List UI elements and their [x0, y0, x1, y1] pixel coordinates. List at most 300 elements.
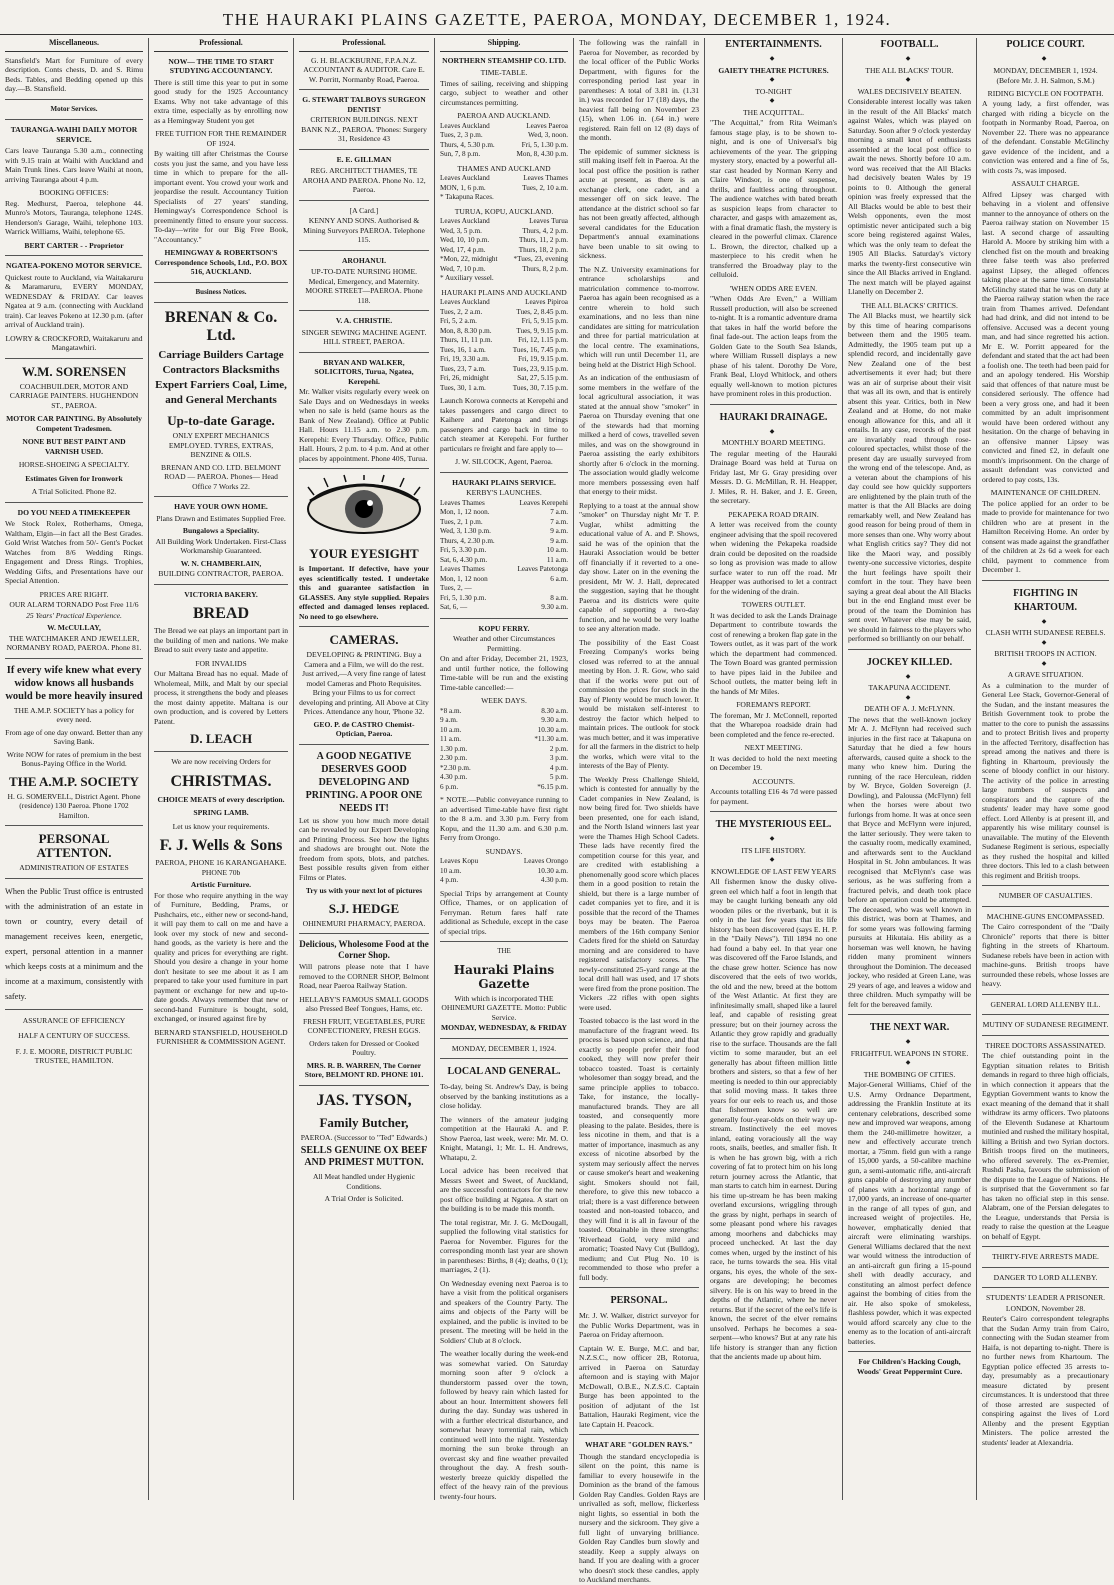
- section-heading: Shipping.: [440, 38, 568, 52]
- article-subheading: (Before Mr. J. H. Salmon, S.M.): [996, 76, 1095, 85]
- article-heading: JOCKEY KILLED.: [866, 656, 953, 668]
- article-subheading: THE ALL BLACKS' CRITICS.: [861, 300, 958, 310]
- timetable-cell: *Mon, 22, midnight: [440, 255, 498, 263]
- column-miscellaneous: [0, 38, 148, 1500]
- ad-body: PRICES ARE RIGHT.: [39, 589, 109, 599]
- ad-body: Let us show you how much more detail can be revealed by our Expert Developing and Printing Process. See how the lights and shadows are brought out. Note the freedom from spots, blots, and patches. Best possible results given from either Films or Plates.: [299, 815, 429, 882]
- article-paragraph: Toasted tobacco is the last word in the manufacture of the fragrant weed. Its process is based upon science, and that exactly so people prefer their food cooked, they will now prefer their tobacco toasted. Toast is certainly wholesomer than soggy bread, and the same principle applies to tobacco. Take, for instance, the locally-manufactured brands. They are all toasted, and consequently more pleasing to the palate. Besides, there is less nicotine in them, and that is a matter of importance, inasmuch as any excess of nicotine absorbed by the system may seriously affect the nerves or cause smoker's heart and weakening sight. Smokers should not fail, therefore, to give this new tobacco a trial; there is a vast difference between toasted and non-toasted tobacco, and they will find it is all in favour of the toasted. Obtainable in three strengths: 'Riverhead Gold, very mild and aromatic; Toasted Navy Cut (Bulldog), medium; and Cut Plug No. 10 is recommended to those who prefer a full body.: [579, 1016, 699, 1282]
- article-heading: PERSONAL.: [610, 1295, 668, 1306]
- article-paragraph: Mr. J. W. Walker, district surveyor for the Public Works Department, was in Paeroa on Friday afternoon.: [579, 1311, 699, 1339]
- timetable-row: [440, 346, 568, 356]
- article-subheading: STUDENTS' LEADER A PRISONER.: [985, 1293, 1106, 1302]
- article-heading: THE MYSTERIOUS EEL.: [715, 819, 832, 830]
- ad-heading: Delicious, Wholesome Food at the Corner Shop.: [299, 939, 429, 960]
- ad-body: All Meat handled under Hygienic Conditions.: [312, 1172, 416, 1191]
- ad-body: NONE BUT BEST PAINT AND VARNISH USED.: [22, 437, 126, 456]
- eye-illustration: [304, 475, 424, 541]
- timetable-cell: Wed, 10, 10 p.m.: [440, 236, 490, 244]
- timetable-cell: 4 p.m.: [440, 876, 459, 884]
- timetable-cell: Leaves Patetonga: [517, 565, 568, 573]
- timetable-cell: Fri, 5, 2 a.m.: [440, 317, 477, 325]
- masthead-title: THE HAURAKI PLAINS GAZETTE, PAEROA, MONDAY, DECEMBER 1, 1924.: [222, 10, 892, 29]
- column-police-court: POLICE COURT. ◆ MONDAY, DECEMBER 1, 1924. (Before Mr. J. H. Salmon, S.M.) RIDING BICYCLE ON FOOTPATH. A young lady, a first offender, was charged with riding a bicycle on the footpath in Normanby Road, Paeroa, on November 22. There was no appearance of the defendant. Constable McGlinchy gave evidence of the incident, and a conviction was entered and a fine of 5s, with costs 7s, was imposed. ASSAULT CHARGE. Alfred Lipsey was charged with behaving in a violent and offensive manner to the annoyance of others on the Paeroa railway station on November 15 last. A second charge of assaulting Harold A. Moore by striking him with a clenched fist on the mouth and breaking three false teeth was also preferred against Lipsey, the alleged offences taking place at the same time. Constable McGlinchy stated that he was on duty at the Paeroa railway station when the race train from Thames arrived. Defendant had had drink, and did not intend to be offensive. Accused was a decent young man, and had since regretted his action. Mr E. W. Porritt appeared for the defendant and stated that the act had been a foolish one. The teeth had been paid for and an apology tendered. His Worship said that offences of that nature must be considered seriously. The offence had been a very gross one, and had it been committed by an adult imprisonment would have been ordered without any hesitation. On the charge of behaving in an offensive manner Lipsey was convicted and fined £2, in default one month's imprisonment. On the charge of assault defendant was convicted and ordered to pay costs, 13s. MAINTENANCE OF CHILDREN. The police applied for an order to be made to provide for maintenance for two children who are at present in the Hamilton Receiving Home. An order by consent was made against the grandfather of the children at 2s 6d a week for each child, payment to commence from December 1. FIGHTING IN KHARTOUM. ◆ CLASH WITH SUDANESE REBELS. ◆ BRITISH TROOPS IN ACTION. ◆ A GRAVE SITUATION. As a culmination to the murder of General Lee Stack, Governor-General of the Sudan, and the instant measures the British Government took to probe the matter to the core to punish the assassins and to protect British lives and property in the affected Territory, disaffection has spread among the natives and there is fighting in Khartoum, previously the scene of bloody conflict in our history. The activity of the police in arresting large numbers of suspects and conspirators and the capture of the students' leader may have some good effect. Lord Allenby is at present ill, and apparently his wise military counsel is unavailable. The mutiny of the Eleventh Sudanese Regiment is serious, especially as they rushed the hospital and killed three doctors. This led to a clash between this regiment and British troops. NUMBER OF CASUALTIES. MACHINE-GUNS ENCOMPASSED. The Cairo correspondent of the "Daily Chronicle" reports that there is bitter fighting in the streets of Khartoum. Sudanese rebels have been in action with machine-guns. British troops have surrounded these rebels, whose losses are heavy. GENERAL LORD ALLENBY ILL. MUTINY OF SUDANESE REGIMENT. THREE DOCTORS ASSASSINATED. The chief outstanding point in the Egyptian situation relates to British demands in regard to three high officials, in which connection it appears that the Egyptian Government wants to know the exact meaning of the demand that it shall withdraw its army officers. Two platoons of the Eleventh Sudanese at Khartoum mutinied and rushed the military hospital, killing a British and two Syrian doctors. British troops fired on the mutineers, who offered severely. The ex-Premier, Rushdi Pasha, favours the submission of the dispute to the League of Nations. He is surprised that the Government so far has taken no official step in this sense. Alabram, one of the Persian delegates to the League, understands that Persia is ready to raise the question at the League on behalf of Egypt. THIRTY-FIVE ARRESTS MADE. DANGER TO LORD ALLENBY. STUDENTS' LEADER A PRISONER. LONDON, November 28. Reuter's Cairo correspondent telegraphs that the Sudan Army train from Cairo, connecting with the Sudan steamer from Haifa, is not departing to-night. There is no further news from Khartoum. The Egyptian police effected 35 arrests to-day, presumably as a precautionary measure dictated by present circumstances. It is understood that three of those arrested are suspected of conspiring against the lives of Lord Allenby and the present Egyptian Ministers. The police arrested the students' leader at Alexandria.: [976, 38, 1114, 1500]
- article-subheading: TO-NIGHT: [755, 86, 792, 96]
- timetable-cell: MON, 1, 6 p.m.: [440, 183, 486, 192]
- article-paragraph: Accounts totalling £16 4s 7d were passed for payment.: [710, 787, 837, 806]
- ad-body: On and after Friday, December 21, 1923, and until further notice, the following Time-table will be run and the existing Time-table cancelled:—: [440, 654, 568, 692]
- ad-body: BUILDING CONTRACTOR, PAEROA.: [158, 569, 284, 578]
- ad-body: Carriage Builders Cartage Contractors Blacksmiths Expert Farriers Coal, Lime, and General Merchants: [155, 349, 287, 406]
- timetable-row: [440, 726, 568, 736]
- article-paragraph: As a culmination to the murder of General Lee Stack, Governor-General of the Sudan, and the instant measures the British Government took to probe the matter to the core to punish the assassins and to protect British lives and property in the affected Territory, disaffection has spread among the natives and there is fighting in Khartoum, previously the scene of bloody conflict in our history. The activity of the police in arresting large numbers of suspects and conspirators and the capture of the students' leader may have some good effect. Lord Allenby is at present ill, and apparently his wise military counsel is unavailable. The mutiny of the Eleventh Sudanese Regiment is serious, especially as they rushed the hospital and killed three doctors. This led to a clash between this regiment and British troops.: [982, 680, 1109, 880]
- timetable-cell: Thurs, 4, 2 p.m.: [522, 226, 568, 235]
- ad-body: [A Card.]: [349, 205, 379, 215]
- timetable-row: [440, 754, 568, 764]
- article-subheading: THE BOMBING OF CITIES.: [863, 1069, 956, 1079]
- timetable-heading: WEEK DAYS.: [481, 696, 527, 705]
- timetable-cell: 3 p.m.: [549, 754, 568, 762]
- timetable-row: [440, 150, 568, 160]
- article-subheading: FRIGHTFUL WEAPONS IN STORE.: [850, 1048, 969, 1058]
- ad-subheading: HALF A CENTURY OF SUCCESS.: [18, 1031, 130, 1040]
- timetable-row: [440, 707, 568, 717]
- ad-heading: NORTHERN STEAMSHIP CO. LTD.: [442, 55, 566, 65]
- timetable-cell: 11 a.m.: [440, 735, 462, 743]
- timetable-cell: Sat, 27, 5.15 p.m.: [517, 374, 568, 382]
- timetable: [440, 857, 568, 886]
- ad-heading: NOW— THE TIME TO START STUDYING ACCOUNTANCY.: [168, 56, 274, 75]
- ad-heading: HAVE YOUR OWN HOME.: [174, 502, 268, 511]
- article-paragraph: The chief outstanding point in the Egyptian situation relates to British demands in regard to three high officials, in which connection it appears that the Egyptian Government wants to know the exact meaning of the demand that it shall withdraw its army officers. Two platoons of the Eleventh Sudanese at Khartoum mutinied and rushed the military hospital, killing a British and two Syrian doctors. British troops fired on the mutineers, who offered severely. The ex-Premier, Rushdi Pasha, favours the submission of the dispute to the League of Nations. He is surprised that the Government so far has taken no official step in this sense. Alabram, one of the Persian delegates to the League, understands that Persia is ready to raise the question at the League on behalf of Egypt.: [982, 1051, 1109, 1241]
- article-paragraph: It was decided to hold the next meeting on December 19.: [710, 753, 837, 772]
- timetable-cell: Fri, 19, 3.30 a.m.: [440, 355, 490, 363]
- ad-subheading: Bungalows a Speciality.: [182, 526, 260, 535]
- timetable-row: [440, 384, 568, 394]
- timetable-cell: 2 p.m.: [549, 744, 568, 753]
- ad-body: CHOICE MEATS of every description.: [157, 794, 285, 804]
- ad-heading: BREAD: [192, 605, 249, 622]
- timetable-cell: Leaves Auckland: [440, 298, 490, 306]
- ad-body: Orders taken for Dressed or Cooked Poultry.: [309, 1038, 419, 1057]
- publication-days: MONDAY, WEDNESDAY, & FRIDAY: [440, 1023, 568, 1032]
- section-heading: Professional.: [154, 38, 288, 52]
- timetable-row: [440, 867, 568, 877]
- article-paragraph: To-day, being St. Andrew's Day, is being observed by the banking institutions as a close holiday.: [440, 1082, 568, 1110]
- article-subheading: ACCOUNTS.: [752, 776, 795, 786]
- timetable-cell: Tues, 30, 1 a.m.: [440, 383, 486, 392]
- ad-heading: AROHANUI.: [341, 255, 387, 265]
- timetable-cell: Tues, 2, 2 a.m.: [440, 307, 483, 316]
- ad-heading: S.J. HEDGE: [328, 900, 400, 916]
- ad-heading: F. J. Wells & Sons: [159, 837, 283, 854]
- article-subheading: A GRAVE SITUATION.: [1007, 670, 1084, 679]
- ad-body: By waiting till after Christmas the Course costs you just the same, and you have less time in which to prepare for the all-important event. You crowd your work and jeopardise the result. Accountancy Tuition Specialists of 27 years' standing, Hemingway's Correspondence School is preeminently fitted to ensure your success. To-day—write for our Big Free Book, "Accountancy.": [154, 149, 288, 244]
- timetable-cell: 8 a.m.: [550, 593, 568, 602]
- article-paragraph: The following was the rainfall in Paeroa for November, as recorded by the local officer of the Public Works Department, with figures for the corresponding period last year in parentheses: A total of 3.81 in. (1.31 in.) was recorded for 17 (18) days, the heaviest fall being on November 23 (15), when 1.06 in. (.64 in.) were registered. Rain fell on 12 (8) days of the month.: [579, 38, 699, 142]
- dateline: LONDON, November 28.: [1005, 1303, 1086, 1313]
- ad-body: MRS. R. B. WARREN, The Corner Store, BELMONT RD. PHONE 101.: [304, 1060, 424, 1079]
- ad-body: HELLABY'S FAMOUS SMALL GOODS also Pressed Beef Tongues, Hams, etc.: [299, 994, 429, 1013]
- timetable-cell: Sat, 6, 4.30 p.m.: [440, 555, 488, 564]
- ad-signature: J. W. SILCOCK, Agent, Paeroa.: [455, 457, 553, 466]
- timetable-cell: Thurs, 8, 2 p.m.: [522, 264, 568, 273]
- ad-heading: Up-to-date Garage.: [167, 413, 275, 428]
- timetable-row: [440, 336, 568, 346]
- timetable-cell: Leaves Auckland: [440, 121, 490, 130]
- article-subheading: DEATH OF A. J. McFLYNN.: [864, 704, 955, 713]
- ad-body: We are now receiving Orders for: [171, 757, 271, 766]
- timetable-row: [440, 773, 568, 783]
- ad-body: KENNY AND SONS. Authorised & Mining Surveyors PAEROA. Telephone 115.: [303, 216, 425, 244]
- article-paragraph: On Wednesday evening next Paeroa is to have a visit from the political organisers and speakers of the Country Party. The aims and objects of the Party will be explained, and the public is invited to be present. The meeting will be held in the Soldiers' Club at 8 o'clock.: [440, 1278, 568, 1345]
- timetable-cell: Tues, 23, 7 a.m.: [440, 364, 486, 373]
- ad-subheading: Weather and other Circumstances Permitting.: [452, 634, 556, 653]
- ad-body: PAEROA, PHONE 16 KARANGAHAKE. PHONE 70b: [155, 858, 287, 877]
- article-subheading: MONTHLY BOARD MEETING.: [721, 438, 826, 447]
- article-paragraph: A letter was received from the county engineer advising that the spoil recovered when widening the Pekapeka roadside drain could be deposited on the roadside so long as provision was made to allow surface water to run off the road. Mr Heapper was authorised to let a contract for the widening of the drain.: [710, 520, 837, 596]
- timetable-cell: Fri, 26, midnight: [440, 374, 489, 382]
- article-subheading: THIRTY-FIVE ARRESTS MADE.: [992, 1252, 1099, 1261]
- article-paragraph: A young lady, a first offender, was charged with riding a bicycle on the footpath in Normanby Road, Paeroa, on November 22. There was no appearance of the defendant. Constable McGlinchy gave evidence of the incident, and a conviction was entered and a fine of 5s, with costs 7s, was imposed.: [982, 99, 1109, 175]
- timetable-row: [440, 355, 568, 365]
- ad-body: ONLY EXPERT MECHANICS EMPLOYED. TYRES, EXTRAS, BENZINE & OILS.: [168, 431, 274, 459]
- ad-body: FRESH FRUIT, VEGETABLES, PURE CONFECTIONERY, FRESH EGGS.: [302, 1016, 426, 1035]
- ad-body: Mr. Walker visits regularly every week on Sale Days and on Wednesdays in weeks when no sale is held (same hours as the Bank of New Zealand). Office at Public Hall. Hours 11.15 a.m. to 2.30 p.m. Kerepehi: Every Thursday. Office, Public Hall. Hours, 2 p.m. to 4 p.m. And at other places by appointment. Phone 40S, Turua.: [299, 387, 429, 463]
- timetable: [440, 217, 568, 284]
- article-subheading: THE ACQUITTAL.: [743, 107, 804, 117]
- timetable-cell: 11 a.m.: [546, 555, 568, 564]
- article-paragraph: Replying to a toast at the annual show "smoker" on Thursday night Mr T. P. Vuglar, whilst admitting the educational value of A. and P. Shows, said he was of the opinion that the Hauraki Association would be better off financially if it reverted to a one-day show. Later on in the evening the president, Mr W. J. Hall, deprecated the suggestion, saying that he thought Paeroa and its districts were quite capable of supporting a two-day function, and he would be very loathe to see any alteration made.: [579, 500, 699, 633]
- ad-body: F. J. E. MOORE, DISTRICT PUBLIC TRUSTEE, HAMILTON.: [15, 1046, 133, 1065]
- timetable-cell: [509, 193, 568, 203]
- timetable-cell: Fri, 5, 1.30 p.m.: [521, 140, 568, 149]
- timetable-cell: *8 a.m.: [440, 706, 462, 715]
- section-heading: Professional.: [299, 38, 429, 52]
- timetable: [440, 499, 568, 613]
- timetable-cell: Leaves Orongo: [523, 857, 568, 865]
- ad-body: Our Maltana Bread has no equal. Made of Wholemeal, Milk, and Malt by our special process, it strengthens the body and pleases the most dainty appetite. Maltana is our own production, and is covered by Letters Patent.: [154, 669, 288, 726]
- timetable-cell: Tues, 16, 1 a.m.: [440, 345, 486, 354]
- timetable-cell: Tues, 2, 8.45 p.m.: [516, 307, 568, 316]
- timetable-cell: *6.15 p.m.: [537, 782, 568, 791]
- timetable-heading: HAURAKI PLAINS AND AUCKLAND: [441, 287, 567, 297]
- timetable-cell: Mon, 8, 4.30 p.m.: [516, 150, 568, 158]
- ad-heading: D. LEACH: [189, 731, 253, 746]
- timetable-cell: Leaves Pipiroa: [525, 298, 568, 306]
- timetable-cell: *2.30 p.m.: [440, 763, 471, 772]
- article-paragraph: As an indication of the enthusiasm of some members in the welfare of the local agricultural association, it was stated at the annual show "smoker" in Paeroa on Thursday evening that one of the stewards had that morning milked a herd of cows, travelled seven miles, and was on the showground in Paeroa assisting the early exhibitors shortly after 6 o'clock in the morning. The association would gladly welcome more members possessing even half that energy to their midst.: [579, 373, 699, 496]
- ad-body: UP-TO-DATE NURSING HOME. Medical, Emergency, and Maternity. MOORE STREET—PAEROA. Phone 118.: [305, 267, 423, 305]
- ad-body: is Important. If defective, have your eyes scientifically tested. I undertake this and guarantee satisfaction in GLASSES. Any style supplied. Repairs effected and damaged lenses replaced. No need to go elsewhere.: [299, 564, 429, 621]
- timetable-cell: 10.30 a.m.: [537, 725, 568, 734]
- timetable-cell: Thurs, 4, 5.30 p.m.: [440, 140, 495, 149]
- article-subheading: FOREMAN'S REPORT.: [736, 700, 811, 709]
- ad-heading: V. A. CHRISTIE.: [335, 316, 393, 325]
- timetable-cell: Leaves Kopu: [440, 857, 479, 865]
- timetable-cell: 10 a.m.: [440, 725, 462, 734]
- ad-heading: HEMINGWAY & ROBERTSON'S Correspondence Schools, Ltd., P.O. BOX 516, AUCKLAND.: [154, 248, 288, 276]
- article-subheading: CLASH WITH SUDANESE REBELS.: [985, 628, 1106, 637]
- ad-body: There is still time this year to put in some good study for the 1925 Accountancy Exams. Why not take advantage of this extra time, especially as by enrolling now as a Hemingway Student you get: [154, 77, 288, 125]
- article-paragraph: All fishermen know the dusky olive-green eel which half a foot in length that may be caught lurking beneath any old wooden piles or the riverbank, but it is only in the last few years that its life history has been discovered (says E. H. P. in the "Daily News"). Till 1894 no one had found a baby eel. In that year one was discovered off the Faroe Islands, and the chase grew hotter. Science has now discovered that the eels of two worlds, the old and the new, breed at the bottom of the West Atlantic. At first they are infinitesimally small, shaped like a laurel leaf, and capable of resisting great pressure; but on their journey across the Atlantic they grow rapidly and gradually rise to the surface. Thousands are the fall victim to some marauder, but an eel generally has about fifteen million little brothers and sisters, so that a few of her meeting is needed to thin our appreciably that solid moving mass. It takes three years for our eels to reach us, and those that fishermen know so well are generally four-year-olds on their way up-stream. Instinctively the eel moves inland, eating voraciously all the way roots, snails, beetles, and smaller fish. It is when he has grown big, with a rich covering of fat to protect him on his long return journey across the Atlantic, that man starts to catch him in earnest. During his time up-stream he has been making overland excursions, wriggling through the grass by night, perhaps in search of some pleasant pond where his ravages among moorhens and dabchicks may proceed unchecked. At last the day comes when, urged by the instinct of his race, he turns towards the sea. His vital organs, his eyes, the whole of the sex-organs are developing; he becomes silvery. He is on his way to breed in the depths of the Atlantic, where he never returns. But if the secret of the eel's life is known, the secret of the elver remains unsolved. Perhaps he becomes a sea-serpent—who knows? But at any rate his life history is stranger than any fiction that the ancients made up about him.: [710, 877, 837, 1361]
- timetable-row: [440, 298, 568, 308]
- ad-subheading: ADMINISTRATION OF ESTATES: [19, 863, 129, 872]
- ad-heading: HAURAKI PLAINS SERVICE.: [452, 477, 556, 487]
- article-heading: LOCAL AND GENERAL.: [447, 1066, 561, 1077]
- article-paragraph: The epidemic of summer sickness is still making itself felt in Paeroa. At the local post office the position is rather acute at present, as there is an exchange clerk, one cadet, and a messenger off on sick leave. The attendance at the district school so far has not been greatly affected, although several candidates for the Education Department's annual examinations have been unable to sit owing to sickness.: [579, 146, 699, 260]
- article-subheading: MACHINE-GUNS ENCOMPASSED.: [986, 911, 1105, 921]
- ad-body: * NOTE.—Public conveyance running to an advertised Time-table have first right to the 8 a.m. and 3.30 p.m. Ferry from Kopu, and the 11.30 a.m. and 6.30 p.m. Ferry from Orongo.: [440, 795, 568, 842]
- article-subheading: KNOWLEDGE OF LAST FEW YEARS: [710, 866, 837, 876]
- ad-body: Estimates Given for Ironwork: [25, 473, 123, 483]
- article-subheading: PEKAPEKA ROAD DRAIN.: [728, 509, 819, 519]
- section-heading: Miscellaneous.: [5, 38, 143, 52]
- timetable-cell: 1.30 p.m.: [440, 744, 468, 753]
- ad-body: Launch Korowa connects at Kerepehi and takes passengers and cargo direct to Kaihere and Patetonga and brings passengers and cargo back in time to catch steamer at Kerepehi. For further particulars re freight and fare apply to—: [440, 396, 568, 453]
- timetable-row: [440, 308, 568, 318]
- ad-body: Times of sailing, receiving and shipping cargo, subject to weather and other circumstances permitting.: [440, 78, 568, 107]
- column-professional-2: [293, 38, 434, 1500]
- timetable-cell: Wed, 7, 10 p.m.: [440, 264, 486, 273]
- article-paragraph: The possibility of the East Coast Freezing Company's works being closed was referred to at the annual meeting by Hon. J. R. Gow, who said that if the works were put out of commission the prices for stock in the Bay of Plenty would be much lower. It would be mistaken self-interest to destroy the factor which helped to maintain prices. The outlook for stock was much better, and it was imperative for all the farmers in the district to help the works, which were vital to the interests of the Bay of Plenty.: [579, 637, 699, 770]
- timetable-row: [440, 716, 568, 726]
- timetable-cell: Tues, 2, 10 a.m.: [522, 183, 568, 192]
- timetable-cell: Thurs, 4, 2.30 p.m.: [440, 536, 495, 545]
- column-entertainments: ENTERTAINMENTS. ◆ GAIETY THEATRE PICTURES. ◆ TO-NIGHT ◆ THE ACQUITTAL. "The Acquittal," from Rita Weiman's famous stage play, is to be shown to-night, and is one of Universal's big achievements of the year. The gripping mystery story, enacted by a powerful all-star cast headed by Norman Kerry and Claire Windsor, is one of suspense, thrills, and faultless acting throughout. The audience watches with bated breath as suspicion leaps from character to character, and gasps with amazement as, with a final dramatic flash, the mystery is cleared in the powerful climax. Clarence L. Brown, the director, chalked up a masterpiece to his credit when he transferred the Broadway play to the celluloid. 'WHEN ODDS ARE EVEN. "When Odds Are Even," a William Russell production, will also be screened to-night. It is a romantic adventure drama that takes in half the world before the final fade-out. The action leaps from the Golden Gate to the South Sea Islands, where William Russell displays a new phase of his talent. Dorothy De Vore, Frank Beal, Lloyd Whitlock, and others equally well-known to motion pictures have prominent roles in this production. HAURAKI DRAINAGE. ◆ MONTHLY BOARD MEETING. The regular meeting of the Hauraki Drainage Board was held at Turua on Friday last, Mr G. Gray presiding over Messrs. D. G. McMillan, R. H. Heapper, J. Miles, R. H. Baker, and J. E. Green, the secretary. PEKAPEKA ROAD DRAIN. A letter was received from the county engineer advising that the spoil recovered when widening the Pekapeka roadside drain could be deposited on the roadside so long as provision was made to allow surface water to run off the road. Mr Heapper was authorised to let a contract for the widening of the drain. TOWERS OUTLET. It was decided to ask the Lands Drainage Department to contribute towards the cost of renewing a broken flap gate in the Towers outlet, as it was part of the work which the department had commenced. The Town Board was granted permission to have pipes laid in the Jubilee and School outlets, the matter being left in the hands of Mr Miles. FOREMAN'S REPORT. The foreman, Mr J. McConnell, reported that the Wharepoa roadside drain had been completed and the fence re-erected. NEXT MEETING. It was decided to hold the next meeting on December 19. ACCOUNTS. Accounts totalling £16 4s 7d were passed for payment. THE MYSTERIOUS EEL. ◆ ITS LIFE HISTORY. ◆ KNOWLEDGE OF LAST FEW YEARS All fishermen know the dusky olive-green eel which half a foot in length that may be caught lurking beneath any old wooden piles or the riverbank, but it is only in the last few years that its life history has been discovered (says E. H. P. in the "Daily News"). Till 1894 no one had found a baby eel. In that year one was discovered off the Faroe Islands, and the chase grew hotter. Science has now discovered that the eels of two worlds, the old and the new, breed at the bottom of the West Atlantic. At first they are infinitesimally small, shaped like a laurel leaf, and capable of resisting great pressure; but on their journey across the Atlantic they grow rapidly and gradually rise to the surface. Thousands are the fall victim to some marauder, but an eel generally has about fifteen million little brothers and sisters, so that a few of her meeting is needed to thin our appreciably that solid moving mass. It takes three years for our eels to reach us, and those that fishermen know so well are generally four-year-olds on their way up-stream. Instinctively the eel moves inland, eating voraciously all the way roots, snails, beetles, and smaller fish. It is when he has grown big, with a rich covering of fat to protect him on his long return journey across the Atlantic, that man starts to catch him in earnest. During his time up-stream he has been making overland excursions, wriggling through the grass by night, perhaps in search of some pleasant pond where his ravages among moorhens and dabchicks may proceed unchecked. At last the day comes when, urged by the instinct of his race, he turns towards the sea. His vital organs, his eyes, the whole of the sex-organs are developing; he becomes silvery. He is on his way to breed in the depths of the Atlantic, where he never returns. But if the secret of the eel's life is known, the secret of the elver remains unsolved. Perhaps he becomes a sea-serpent—who knows? But at any rate his life history is stranger than any fiction that the ancients made up about him.: [704, 38, 842, 1500]
- article-subheading: MONDAY, DECEMBER 1, 1924.: [993, 65, 1098, 75]
- article-subheading: GENERAL LORD ALLENBY ILL.: [990, 999, 1101, 1009]
- ad-body: Quickest route to Auckland, via Waitakaruru & Maramaruru, EVERY MONDAY, WEDNESDAY & FRIDAY. Car leaves Ngatea at 9 a.m. (connecting with Auckland train). Car leaves Pokeno at 12.30 p.m. (after arrival of Auckland train).: [5, 272, 143, 329]
- timetable-cell: 7 a.m.: [550, 508, 568, 516]
- ad-heading: JAS. TYSON,: [316, 1091, 412, 1109]
- ad-subheading: TIME-TABLE.: [480, 68, 528, 77]
- ad-body: REG. ARCHITECT THAMES, TE AROHA AND PAEROA. Phone No. 12, Paeroa.: [302, 166, 426, 194]
- ad-body: BRENAN AND CO. LTD. BELMONT ROAD — PAEROA. Phones— Head Office 7 Works 22.: [161, 462, 281, 491]
- ad-body: CRITERION BUILDINGS. NEXT BANK N.Z., PAEROA. 'Phones: Surgery 31, Residence 43: [301, 115, 427, 143]
- ad-body: OHINEMURI PHARMACY, PAEROA.: [302, 918, 426, 928]
- nameplate-the: THE: [497, 947, 511, 955]
- ad-body: We Stock Rolex, Rotherhams, Omega, Waltham, Elgin—in fact all the Best Grades. Gold Wrist Watches from 50/- Gent's Pocket Watches from 8/6 Wedding Rings. Engagement and Dress Rings. Trophies, Wedding Gifts, and Presentations have our Special Attention.: [5, 519, 143, 585]
- ad-heading: W. N. CHAMBERLAIN,: [180, 558, 262, 568]
- timetable-cell: 10.30 a.m.: [537, 866, 568, 875]
- timetable-row: [440, 227, 568, 237]
- timetable-cell: 8.30 a.m.: [541, 706, 568, 715]
- ad-heading: CAMERAS.: [329, 632, 399, 647]
- timetable-heading: SUNDAYS.: [485, 846, 523, 856]
- ad-body: For those who require anything in the way of Furniture, Bedding, Prams, or Pushchairs, etc., either new or second-hand, it will pay them to call on me and have a look over my stock of new and second-hand goods, as the variety is here and the quality and prices for everything are right. Should you desire a change in your home don't hesitate to see me about it as I am prepared to take your used furniture in part payment or exchange for new and up-to-date goods. Always remember that new or second-hand Furniture is bought, sold, exchanged, or insured against fire by: [154, 890, 288, 1023]
- ad-body: When the Public Trust office is entrusted with the administration of an estate in town or country, every detail of management receives keen, energetic, expert, personal attention in a manner which keeps costs at a minimum and the income at a maximum, consistently with safety.: [5, 886, 143, 1001]
- article-subheading: WALES DECISIVELY BEATEN.: [857, 86, 962, 96]
- timetable-heading: TURUA, KOPU, AUCKLAND.: [454, 206, 554, 216]
- column-local-news: [573, 38, 704, 1584]
- timetable-cell: Wed, 3, 1.30 p.m.: [440, 527, 491, 535]
- ad-body: The Bread we eat plays an important part in the building of men and nations. We make Bread to suit every taste and appetite.: [154, 626, 288, 654]
- timetable-cell: Sun, 7, 8 p.m.: [440, 150, 481, 158]
- timetable-row: [440, 876, 568, 886]
- section-heading: FOOTBALL.: [880, 39, 939, 50]
- timetable-cell: Tues, 2, 3 p.m.: [440, 131, 483, 139]
- timetable-cell: Tues, 16, 7.45 p.m.: [512, 345, 568, 354]
- timetable-cell: Leaves Auckland: [440, 217, 490, 225]
- article-subheading: DANGER TO LORD ALLENBY.: [993, 1272, 1098, 1282]
- section-heading: ENTERTAINMENTS.: [725, 39, 822, 50]
- timetable-cell: Mon, 8, 8.30 p.m.: [440, 326, 492, 335]
- ad-heading: W.M. SORENSEN: [22, 363, 126, 379]
- timetable-row: [440, 217, 568, 227]
- article-subheading: TAKAPUNA ACCIDENT.: [868, 683, 951, 692]
- timetable-row: [440, 783, 568, 793]
- timetable-cell: Leaves Auckland: [440, 174, 490, 182]
- ad-subheading: FREE TUITION FOR THE REMAINDER OF 1924.: [155, 129, 287, 148]
- article-paragraph: "When Odds Are Even," a William Russell production, will also be screened to-night. It is a romantic adventure drama that takes in half the world before the final fade-out. The action leaps from the Golden Gate to the South Sea Islands, where William Russell displays a new phase of his talent. Dorothy De Vore, Frank Beal, Lloyd Whitlock, and others equally well-known to motion pictures have prominent roles in this production.: [710, 294, 837, 398]
- ad-subheading: ASSURANCE OF EFFICIENCY: [22, 1015, 126, 1025]
- article-heading: HAURAKI DRAINAGE.: [719, 411, 828, 423]
- ad-heading: KOPU FERRY.: [478, 623, 530, 633]
- timetable-cell: 9 a.m.: [550, 527, 568, 535]
- timetable-cell: 7 a.m.: [550, 517, 568, 526]
- timetable-cell: [507, 584, 568, 594]
- timetable: [440, 707, 568, 793]
- ad-body: Plans Drawn and Estimates Supplied Free.: [156, 513, 286, 523]
- ad-body: MOTOR CAR PAINTING. By Absolutely Competent Tradesmen.: [6, 414, 142, 433]
- article-paragraph: The police applied for an order to be made to provide for maintenance for two children who are at present in the Hamilton Receiving Home. An order by consent was made against the grandfather of the children at 2s 6d a week for each child, payment to commence from December 1.: [982, 498, 1109, 574]
- article-paragraph: Considerable interest locally was taken in the result of the All Blacks' match against Wales, which was played on Saturday. Soon after 9 o'clock yesterday morning a small knot of enthusiasts assembled at the local post office to await the news. Shortly before 10 a.m. word was received that the All Blacks had decisively beaten Wales by 19 points to 0. Although the general opinion was freely expressed that the All Blacks would be able to best their Welsh opponents, even the most optimistic never anticipated such a big score being registered against Wales, which was the only team to defeat the 1905 All Blacks. Saturday's victory marks the twenty-first consecutive win since the All Blacks arrived in England. The next match will be played against Llanelly on December 2.: [848, 97, 971, 296]
- ad-body: SPRING LAMB.: [193, 808, 249, 817]
- article-subheading: THREE DOCTORS ASSASSINATED.: [985, 1040, 1106, 1050]
- timetable-row: [440, 374, 568, 384]
- ad-body: G. H. BLACKBURNE, F.P.A.N.Z. ACCOUNTANT & AUDITOR. Care E. W. Porritt, Normanby Road, Paeroa.: [303, 55, 425, 84]
- timetable-cell: Fri, 19, 9.15 p.m.: [518, 355, 568, 363]
- timetable: [440, 174, 568, 203]
- issue-date: MONDAY, DECEMBER 1, 1924.: [451, 1043, 557, 1053]
- article-subheading: 'WHEN ODDS ARE EVEN.: [729, 283, 818, 293]
- timetable-cell: Leaves Thames: [523, 174, 568, 182]
- ad-heading: TAURANGA-WAIHI DAILY MOTOR SERVICE.: [10, 125, 138, 144]
- timetable-row: [440, 236, 568, 246]
- timetable-cell: 4.30 p.m.: [540, 876, 568, 884]
- ad-heading: E. E. GILLMAN: [336, 154, 392, 164]
- ad-heading: THE A.M.P. SOCIETY: [9, 773, 139, 789]
- timetable-row: [440, 255, 568, 265]
- timetable-cell: Thurs, 11, 2 p.m.: [518, 236, 568, 244]
- timetable-row: [440, 327, 568, 337]
- timetable-cell: Sat, 6, —: [440, 603, 468, 611]
- timetable-row: [440, 184, 568, 194]
- ad-body: All Building Work Undertaken. First-Class Workmanship Guaranteed.: [155, 536, 287, 555]
- ad-heading: NGATEA-POKENO MOTOR SERVICE.: [6, 261, 142, 270]
- ad-body: THE WATCHMAKER AND JEWELLER, NORMANBY ROAD, PAEROA. Phone 81.: [6, 633, 142, 652]
- timetable-row: [440, 527, 568, 537]
- timetable-row: [440, 537, 568, 547]
- timetable-row: [440, 508, 568, 518]
- ad-proprietor: LOWRY & CROCKFORD, Waitakaruru and Mangatawhiri.: [5, 333, 143, 352]
- ad-stansfield-mart: Stansfield's Mart for Furniture of every description. Conts chests, D. and S. Rimu Beds. Tables, and Bedding opened up this day.—B. Stansfield.: [5, 55, 143, 93]
- article-paragraph: Local advice has been received that Messrs Sweet and Sweet, of Auckland, are the successful contractors for the new post office building at Ngatea. A start on the building is to be made this month.: [440, 1166, 568, 1213]
- ad-cough-cure: For Children's Hacking Cough, Woods' Great Peppermint Cure.: [856, 1357, 963, 1376]
- ad-body: Write NOW for rates of premium in the best Bonus-Paying Office in the World.: [6, 749, 142, 768]
- timetable-cell: Mon, 1, 12 noon.: [440, 508, 490, 516]
- ad-body: Reg. Medhurst, Paeroa, telephone 44. Munro's Motors, Tauranga, telephone 124S. Henderson's Garage, Waihi, telephone 103. Warrick Williams, Waihi, telephone 65.: [5, 198, 143, 236]
- article-paragraph: Alfred Lipsey was charged with behaving in a violent and offensive manner to the annoyance of others on the Paeroa railway station on November 15 last. A second charge of assaulting Harold A. Moore by striking him with a clenched fist on the mouth and breaking three false teeth was also preferred against Lipsey, the alleged offences taking place at the same time. Constable McGlinchy stated that he was on duty at the Paeroa railway station when the race train from Thames arrived. Defendant had had drink, and did not intend to be offensive. Accused was a decent young man, and had since regretted his action. Mr E. W. Porritt appeared for the defendant and stated that the act had been a foolish one. The teeth had been paid for and an apology tendered. His Worship said that offences of that nature must be considered seriously. The offence had been a very gross one, and had it been committed by an adult imprisonment would have been ordered without any hesitation. On the charge of behaving in an offensive manner Lipsey was convicted and fined £2, in default one month's imprisonment. On the charge of assault defendant was convicted and ordered to pay costs, 13s.: [982, 189, 1109, 484]
- timetable-cell: 4 p.m.: [549, 763, 568, 772]
- article-subheading: TOWERS OUTLET.: [741, 600, 806, 609]
- timetable-row: [440, 764, 568, 774]
- ad-body: H. G. SOMERVELL, District Agent. Phone (residence) 130 Paeroa. Phone 1702 Hamilton.: [7, 791, 141, 820]
- article-paragraph: "The Acquittal," from Rita Weiman's famous stage play, is to be shown to-night, and is one of Universal's big achievements of the year. The gripping mystery story, enacted by a powerful all-star cast headed by Norman Kerry and Claire Windsor, is one of suspense, thrills, and faultless acting throughout. The audience watches with bated breath as suspicion leaps from character to character, and gasps with amazement as, with a final dramatic flash, the mystery is cleared in the powerful climax. Clarence L. Brown, the director, chalked up a masterpiece to his credit when he transferred the Broadway play to the celluloid.: [710, 118, 837, 279]
- timetable-cell: 9.30 a.m.: [541, 716, 568, 724]
- timetable-cell: Leaves Paeroa: [526, 121, 568, 130]
- article-paragraph: The news that the well-known jockey Mr A. J. McFlynn had received such injuries in the first race at Takapuna on Saturday that he died a few hours afterwards, caused quite a shock to the many who knew him. During the running of the race Herculean, ridden by W. Bryce, Golden Sovereign (J. Dowling), and Paloussa (McFlynn) fell when the horses were about two furlongs from home. It was at once seen that Bryce and McFlynn were injured, the latter seriously. They were taken to the casualty room, medically examined, and afterwards sent to the Auckland Hospital in St. John ambulances. It was recognised that McFlynn's case was serious, as he was suffering from a fractured pelvis, and death took place before an operation could be attempted. The deceased, who was well known in this district, was born at Thames, and for some years was following farming pursuits at Hikutaia. His ability as a horseman was well known, he having ridden many prominent winners throughout the Dominion. The deceased jockey, who resided at Green Lane, was 29 years of age, and leaves a widow and three children. Much sympathy will be felt for the bereaved family.: [848, 714, 971, 1009]
- timetable-row: [440, 193, 568, 203]
- timetable-row: [440, 246, 568, 256]
- timetable-row: [440, 122, 568, 132]
- nameplate-sub: With which is incorporated THE OHINEMURI GAZETTE. Motto: Public Service.: [441, 993, 567, 1022]
- article-paragraph: The All Blacks must, we heartily sick by this time of hearing comparisons between them and the 1905 team. Admittedly, the 1905 team put up a splendid record, and incidentally gave New Zealand one of the best advertisements it ever had; but there was an air of surprise about their visit that was all its own, and that is entirely absent this year. Critics, both in New Zealand and at Home, do not make enough allowance for this, and all it entails. In any case, records of the past are invariably read through rose-coloured spectacles, whilst those of the present day are usually surveyed from the wrong end of the telescope. And, as a veteran about the champions of his day could see how quickly supporters are enlightened by the plain truth of the matter is that the All Blacks are doing remarkably well, and New Zealand has good reason for being proud of them in more senses than one. Why worry about what English critics say? They did not like the Maori way, and possibly twenty-one successive victories, despite the hurt feelings have spoilt their comfort in the tour. They have been saying a great deal about the All Blacks but in the end England must ever be proud of the team the Dominion has sent over. Whatever else may be said, we should in fairness to the players who performed so brilliantly on our behalf.: [848, 311, 971, 643]
- ad-heading: BRYAN AND WALKER, SOLICITORS, Turua, Ngatea, Kerepehi.: [314, 357, 414, 386]
- timetable-row: [440, 365, 568, 375]
- timetable-cell: Wed, 17, 4 p.m.: [440, 245, 486, 254]
- timetable-cell: Tues, 2, —: [440, 584, 472, 592]
- article-paragraph: The total registrar, Mr. J. G. McDougall, supplied the following vital statistics for Paeroa for November. Figures for the corresponding month last year are shown in parentheses: Births, 8 (4); deaths, 0 (1); marriages, 2 (1).: [440, 1217, 569, 1274]
- article-subheading: ASSAULT CHARGE.: [1011, 179, 1080, 188]
- timetable-row: [440, 518, 568, 528]
- article-paragraph: The regular meeting of the Hauraki Drainage Board was held at Turua on Friday last, Mr G. Gray presiding over Messrs. D. G. McMillan, R. H. Heapper, J. Miles, R. H. Baker, and J. E. Green, the secretary.: [710, 448, 837, 505]
- column-football: FOOTBALL. ◆ THE ALL BLACKS' TOUR. ◆ WALES DECISIVELY BEATEN. Considerable interest locally was taken in the result of the All Blacks' match against Wales, which was played on Saturday. Soon after 9 o'clock yesterday morning a small knot of enthusiasts assembled at the local post office to await the news. Shortly before 10 a.m. word was received that the All Blacks had decisively beaten Wales by 19 points to 0. Although the general opinion was freely expressed that the All Blacks would be able to best their Welsh opponents, even the most optimistic never anticipated such a big score being registered against Wales, which was the only team to defeat the 1905 All Blacks. Saturday's victory marks the twenty-first consecutive win since the All Blacks arrived in England. The next match will be played against Llanelly on December 2. THE ALL BLACKS' CRITICS. The All Blacks must, we heartily sick by this time of hearing comparisons between them and the 1905 team. Admittedly, the 1905 team put up a splendid record, and incidentally gave New Zealand one of the best advertisements it ever had; but there was an air of surprise about their visit that was all its own, and that is entirely absent this year. Critics, both in New Zealand and at Home, do not make enough allowance for this, and all it entails. In any case, records of the past are invariably read through rose-coloured spectacles, whilst those of the present day are usually surveyed from the wrong end of the telescope. And, as a veteran about the champions of his day could see how quickly supporters are enlightened by the plain truth of the matter is that the All Blacks are doing remarkably well, and New Zealand has good reason for being proud of them in more senses than one. Why worry about what English critics say? They did not like the Maori way, and possibly twenty-one successive victories, despite the hurt feelings have spoilt their comfort in the tour. They have been saying a great deal about the All Blacks but in the end England must ever be proud of the team the Dominion has sent over. Whatever else may be said, we should in fairness to the players who performed so brilliantly on our behalf. JOCKEY KILLED. ◆ TAKAPUNA ACCIDENT. ◆ DEATH OF A. J. McFLYNN. The news that the well-known jockey Mr A. J. McFlynn had received such injuries in the first race at Takapuna on Saturday that he died a few hours afterwards, caused quite a shock to the many who knew him. During the running of the race Herculean, ridden by W. Bryce, Golden Sovereign (J. Dowling), and Paloussa (McFlynn) fell when the horses were about two furlongs from home. It was at once seen that Bryce and McFlynn were injured, the latter seriously. They were taken to the casualty room, medically examined, and afterwards sent to the Auckland Hospital in St. John ambulances. It was recognised that McFlynn's case was serious, as he was suffering from a fractured pelvis, and death took place before an operation could be attempted. The deceased, who was well known in this district, was born at Thames, and for some years was following farming pursuits at Hikutaia. His ability as a horseman was well known, he having ridden many prominent winners throughout the Dominion. The deceased jockey, who resided at Green Lane, was 29 years of age, and leaves a widow and three children. Much sympathy will be felt for the bereaved family. THE NEXT WAR. ◆ FRIGHTFUL WEAPONS IN STORE. ◆ THE BOMBING OF CITIES. Major-General Williams, Chief of the U.S. Army Ordnance Department, addressing the Franklin Institute at its centenary celebrations, described some new and improved war weapons, among them the 240-millimetre howitzer, a new and effectively accurate trench mortar, a 75mm. field gun with a range of 15,000 yards, a 50-calibre machine gun, a semi-automatic rifle, anti-aircraft guns capable of destroying any number of planes with a horizontal range of 17,000 yards, an increase of one-quarter in the range of all types of gun, and increased weight of projectiles. He, however, emphatically denied that aircraft were eliminating warships. General Williams declared that the next war would witness the introduction of an anti-aircraft gun firing a 15-pound shell with deadly accuracy, and constituting an almost perfect defence against the bombing of cities from the air. He also spoke of smokeless, flashless powder, which it was expected would afford scarcely any clue to the enemy as to the location of anti-aircraft batteries. For Children's Hacking Cough, Woods' Great Peppermint Cure.: [842, 38, 976, 1500]
- timetable-cell: Wed, 3, 5 p.m.: [440, 226, 482, 235]
- article-paragraph: The weather locally during the week-end was somewhat varied. On Saturday morning soon after 9 o'clock a thunderstorm passed over the town, followed by heavy rain which lasted for about an hour. Intermittent showers fell during the day. Sunday was ushered in with a further electrical disturbance, and somewhat heavy torrential rain, which continued well into the night. Yesterday morning the sun broke through an overcast sky and fine weather prevailed throughout the day. A fresh south-westerly breeze quickly dispelled the effect of the heavy rain of the previous twenty-four hours.: [440, 1349, 568, 1501]
- article-paragraph: The Cairo correspondent of the "Daily Chronicle" reports that there is bitter fighting in the streets of Khartoum. Sudanese rebels have been in action with machine-guns. British troops have surrounded these rebels, whose losses are heavy.: [982, 922, 1109, 988]
- ad-heading: CHRISTMAS.: [170, 772, 272, 790]
- article-subheading: NUMBER OF CASUALTIES.: [998, 891, 1093, 900]
- article-paragraph: Major-General Williams, Chief of the U.S. Army Ordnance Department, addressing the Franklin Institute at its centenary celebrations, described some new and improved war weapons, among them the 240-millimetre howitzer, a new and effectively accurate trench mortar, a 75mm. field gun with a range of 15,000 yards, a 50-calibre machine gun, a semi-automatic rifle, anti-aircraft guns capable of destroying any number of planes with a horizontal range of 17,000 yards, an increase of one-quarter in the range of all types of gun, and increased weight of projectiles. He, however, emphatically denied that aircraft were eliminating warships. General Williams declared that the next war would witness the introduction of an anti-aircraft gun firing a 15-pound shell with deadly accuracy, and constituting an almost perfect defence against the bombing of cities from the air. He also spoke of smokeless, flashless powder, which it was expected would afford scarcely any clue to the enemy as to the location of anti-aircraft batteries.: [848, 1080, 971, 1346]
- article-subheading: THE ALL BLACKS' TOUR.: [865, 65, 954, 75]
- ad-subheading: FOR INVALIDS: [195, 658, 247, 668]
- article-subheading: BRITISH TROOPS IN ACTION.: [994, 649, 1097, 658]
- timetable-row: [440, 735, 568, 745]
- timetable-row: [440, 131, 568, 141]
- timetable-cell: 5 p.m.: [549, 773, 568, 781]
- timetable-cell: Tues, 23, 9.15 p.m.: [512, 364, 568, 373]
- timetable-row: [440, 265, 568, 275]
- timetable-cell: 9 a.m.: [440, 716, 458, 724]
- article-subheading: MAINTENANCE OF CHILDREN.: [990, 488, 1101, 497]
- ad-body: SELLS GENUINE OX BEEF AND PRIMEST MUTTON.: [300, 1145, 428, 1168]
- timetable-row: [440, 745, 568, 755]
- timetable-cell: Leaves Turua: [529, 217, 568, 225]
- ad-body: From age of one day onward. Better than any Saving Bank.: [5, 727, 143, 746]
- timetable-cell: [506, 274, 568, 284]
- timetable-row: [440, 584, 568, 594]
- article-paragraph: The N.Z. University examinations for entrance scholarships and matriculation commence to-morrow. Paeroa has again been recognised as a centre wherein to hold such examinations, and no less than nine candidates are sitting for matriculation and three for partial matriculation at the local centre. The examinations, which will run until December 11, are being held at the District High School.: [579, 264, 699, 369]
- ad-body: A Trial Order is Solicited.: [324, 1194, 404, 1203]
- ad-body: DEVELOPING & PRINTING. Buy a Camera and a Film, we will do the rest. Just arrived,—A very fine range of latest model Cameras and Photo Requisites. Bring your Films to us for correct developing and printing. All Above at City Prices. Attendance any hour, 'Phone 32.: [299, 650, 429, 716]
- timetable-heading: PAEROA AND AUCKLAND.: [457, 111, 551, 120]
- ad-body: Will patrons please note that I have removed to the CORNER SHOP, Belmont Road, near Paeroa Railway Station.: [299, 962, 429, 990]
- timetable-row: [440, 546, 568, 556]
- timetable-cell: 9.30 a.m.: [541, 603, 568, 611]
- timetable-cell: 2.30 p.m.: [440, 754, 468, 762]
- timetable-row: [440, 575, 568, 585]
- article-subheading: ITS LIFE HISTORY.: [741, 845, 806, 855]
- ad-heading: VICTORIA BAKERY.: [184, 589, 258, 599]
- section-heading: Business Notices.: [195, 287, 247, 296]
- ad-heading: Family Butcher,: [319, 1114, 409, 1130]
- timetable-cell: Wed, 3, noon.: [528, 131, 568, 139]
- article-paragraph: The Weekly Press Challenge Shield, which is contested for annually by the Cadet companies in New Zealand, is now being fired for. Two shields have been presented, one for each island, and the North Island winners last year were the Thames High School Cadets. These lads have recently fired the competition course for this year, and are credited with establishing a phenomenally good score which places them in a good position to retain the shield, but there is a large number of cadet companies yet to fire, and it is possible that the record of the Thames boys may be beaten. The Paeroa members of the 16th company Senior Cadets fired for the shield on Saturday morning and are considered to have registered satisfactory scores. The newly-constituted 25-yard range at the local drill hall was used, and 17 shots were fired from the prone position. The Vickers .22 rifles with open sights were used.: [579, 774, 699, 1012]
- ad-headline: If every wife knew what every widow knows all husbands would be more heavily insured: [5, 664, 143, 702]
- timetable-cell: 6 p.m.: [440, 782, 459, 791]
- ad-heading: PERSONAL ATTENTON.: [36, 831, 112, 860]
